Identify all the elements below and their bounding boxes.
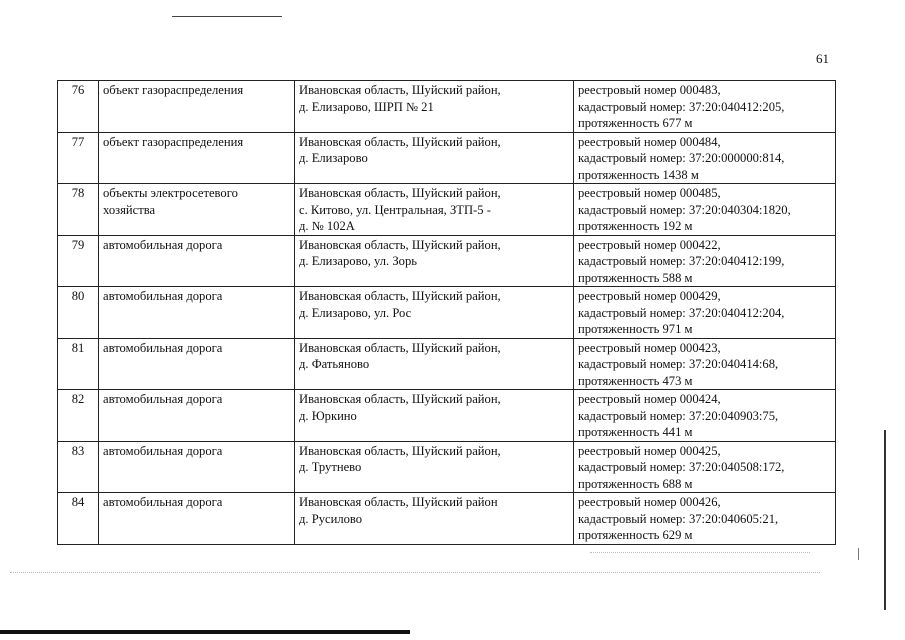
object-name-line: хозяйства <box>103 202 156 217</box>
object-registry-info-line: реестровый номер 000426, <box>578 495 721 509</box>
object-address-line: д. Елизарово <box>299 151 368 165</box>
object-name-line: автомобильная дорога <box>103 340 223 355</box>
page-number: 61 <box>816 51 829 66</box>
object-registry-info-line: реестровый номер 000422, <box>578 237 721 252</box>
object-registry-info-line: кадастровый номер: 37:20:040903:75, <box>578 408 779 423</box>
object-name <box>99 390 295 442</box>
bottom-rule <box>0 630 410 634</box>
row-number: 83 <box>58 441 99 493</box>
object-registry-info-line: протяженность 677 м <box>578 116 693 130</box>
object-address-line: Ивановская область, Шуйский район, <box>299 186 501 200</box>
object-address-line: Ивановская область, Шуйский район, <box>299 134 501 149</box>
object-name-line: объект газораспределения <box>103 83 244 97</box>
object-address-line: д. Трутнево <box>299 460 362 474</box>
object-name-line: автомобильная дорога <box>103 289 223 303</box>
object-name-line: автомобильная дорога <box>103 443 223 458</box>
object-address-line: д. Русилово <box>299 511 363 526</box>
object-address-line: д. Юркино <box>299 408 357 423</box>
object-address-line: д. Елизарово, ул. Рос <box>299 305 412 320</box>
object-registry-info-line: протяженность 588 м <box>578 270 693 285</box>
object-registry-info-line: протяженность 441 м <box>578 425 693 439</box>
object-name-line: объекты электросетевого <box>103 186 238 200</box>
object-address <box>295 493 574 545</box>
object-address <box>295 235 574 287</box>
object-registry-info-line: кадастровый номер: 37:20:040508:172, <box>578 460 785 474</box>
object-address <box>295 390 574 442</box>
row-number: 80 <box>58 287 99 339</box>
object-name-line: автомобильная дорога <box>103 495 223 509</box>
object-registry-info-line: реестровый номер 000483, <box>578 83 721 97</box>
object-registry-info-line: протяженность 688 м <box>578 476 693 491</box>
object-registry-info-line: кадастровый номер: 37:20:000000:814, <box>578 151 785 165</box>
object-address-line: Ивановская область, Шуйский район <box>299 495 498 509</box>
table-row <box>58 184 836 236</box>
object-address <box>295 184 574 236</box>
object-address-line: д. Фатьяново <box>299 357 370 371</box>
row-number: 82 <box>58 390 99 442</box>
scan-artifact-mark <box>858 548 859 560</box>
object-registry-info-line: реестровый номер 000423, <box>578 340 721 355</box>
object-registry-info-line: кадастровый номер: 37:20:040412:199, <box>578 254 785 268</box>
object-address <box>295 287 574 339</box>
object-name <box>99 287 295 339</box>
object-registry-info-line: протяженность 192 м <box>578 219 693 233</box>
row-number: 76 <box>58 81 99 133</box>
object-registry-info-line: протяженность 473 м <box>578 373 693 388</box>
scan-artifact-dots <box>10 572 820 573</box>
object-registry-info <box>574 235 836 287</box>
row-number: 77 <box>58 132 99 184</box>
object-name <box>99 493 295 545</box>
object-name <box>99 184 295 236</box>
object-registry-info-line: реестровый номер 000485, <box>578 186 721 200</box>
scan-artifact-dots <box>590 552 810 553</box>
object-registry-info-line: кадастровый номер: 37:20:040414:68, <box>578 357 779 371</box>
object-address-line: д. Елизарово, ул. Зорь <box>299 254 418 268</box>
object-registry-info-line: протяженность 629 м <box>578 528 693 542</box>
table-row <box>58 287 836 339</box>
object-registry-info <box>574 184 836 236</box>
object-registry-info-line: реестровый номер 000429, <box>578 289 721 303</box>
row-number: 81 <box>58 338 99 390</box>
object-name <box>99 132 295 184</box>
object-registry-info-line: реестровый номер 000425, <box>578 443 721 458</box>
object-registry-info <box>574 441 836 493</box>
object-registry-info <box>574 493 836 545</box>
scan-edge-mark <box>884 430 886 610</box>
object-registry-info-line: протяженность 1438 м <box>578 167 699 182</box>
table-row <box>58 493 836 545</box>
object-name-line: автомобильная дорога <box>103 392 223 406</box>
object-address <box>295 441 574 493</box>
table-row <box>58 390 836 442</box>
object-address <box>295 338 574 390</box>
object-registry-info-line: реестровый номер 000424, <box>578 392 721 406</box>
object-registry-info-line: реестровый номер 000484, <box>578 134 721 149</box>
object-address-line: Ивановская область, Шуйский район, <box>299 340 501 355</box>
object-registry-info-line: кадастровый номер: 37:20:040412:204, <box>578 305 785 320</box>
object-registry-info <box>574 390 836 442</box>
object-address-line: д. Елизарово, ШРП № 21 <box>299 99 434 114</box>
registry-table-body <box>58 81 836 545</box>
object-address-line: Ивановская область, Шуйский район, <box>299 392 501 406</box>
object-address-line: Ивановская область, Шуйский район, <box>299 83 501 97</box>
table-row <box>58 235 836 287</box>
object-name-line: объект газораспределения <box>103 134 244 149</box>
object-name <box>99 235 295 287</box>
object-registry-info <box>574 338 836 390</box>
top-rule <box>172 16 282 17</box>
object-name <box>99 81 295 133</box>
object-address-line: д. № 102А <box>299 219 355 233</box>
object-name <box>99 338 295 390</box>
object-address-line: Ивановская область, Шуйский район, <box>299 443 501 458</box>
table-row <box>58 81 836 133</box>
object-address-line: Ивановская область, Шуйский район, <box>299 289 501 303</box>
registry-table <box>57 80 836 545</box>
object-registry-info <box>574 81 836 133</box>
table-row <box>58 338 836 390</box>
object-registry-info-line: протяженность 971 м <box>578 322 693 336</box>
object-address <box>295 132 574 184</box>
table-row <box>58 441 836 493</box>
row-number: 78 <box>58 184 99 236</box>
object-address-line: с. Китово, ул. Центральная, ЗТП-5 - <box>299 202 491 217</box>
table-row <box>58 132 836 184</box>
object-registry-info-line: кадастровый номер: 37:20:040412:205, <box>578 99 785 114</box>
object-name-line: автомобильная дорога <box>103 237 223 252</box>
object-registry-info-line: кадастровый номер: 37:20:040304:1820, <box>578 202 791 217</box>
object-address-line: Ивановская область, Шуйский район, <box>299 237 501 252</box>
object-registry-info-line: кадастровый номер: 37:20:040605:21, <box>578 511 779 526</box>
object-name <box>99 441 295 493</box>
row-number: 79 <box>58 235 99 287</box>
object-address <box>295 81 574 133</box>
row-number: 84 <box>58 493 99 545</box>
object-registry-info <box>574 287 836 339</box>
object-registry-info <box>574 132 836 184</box>
